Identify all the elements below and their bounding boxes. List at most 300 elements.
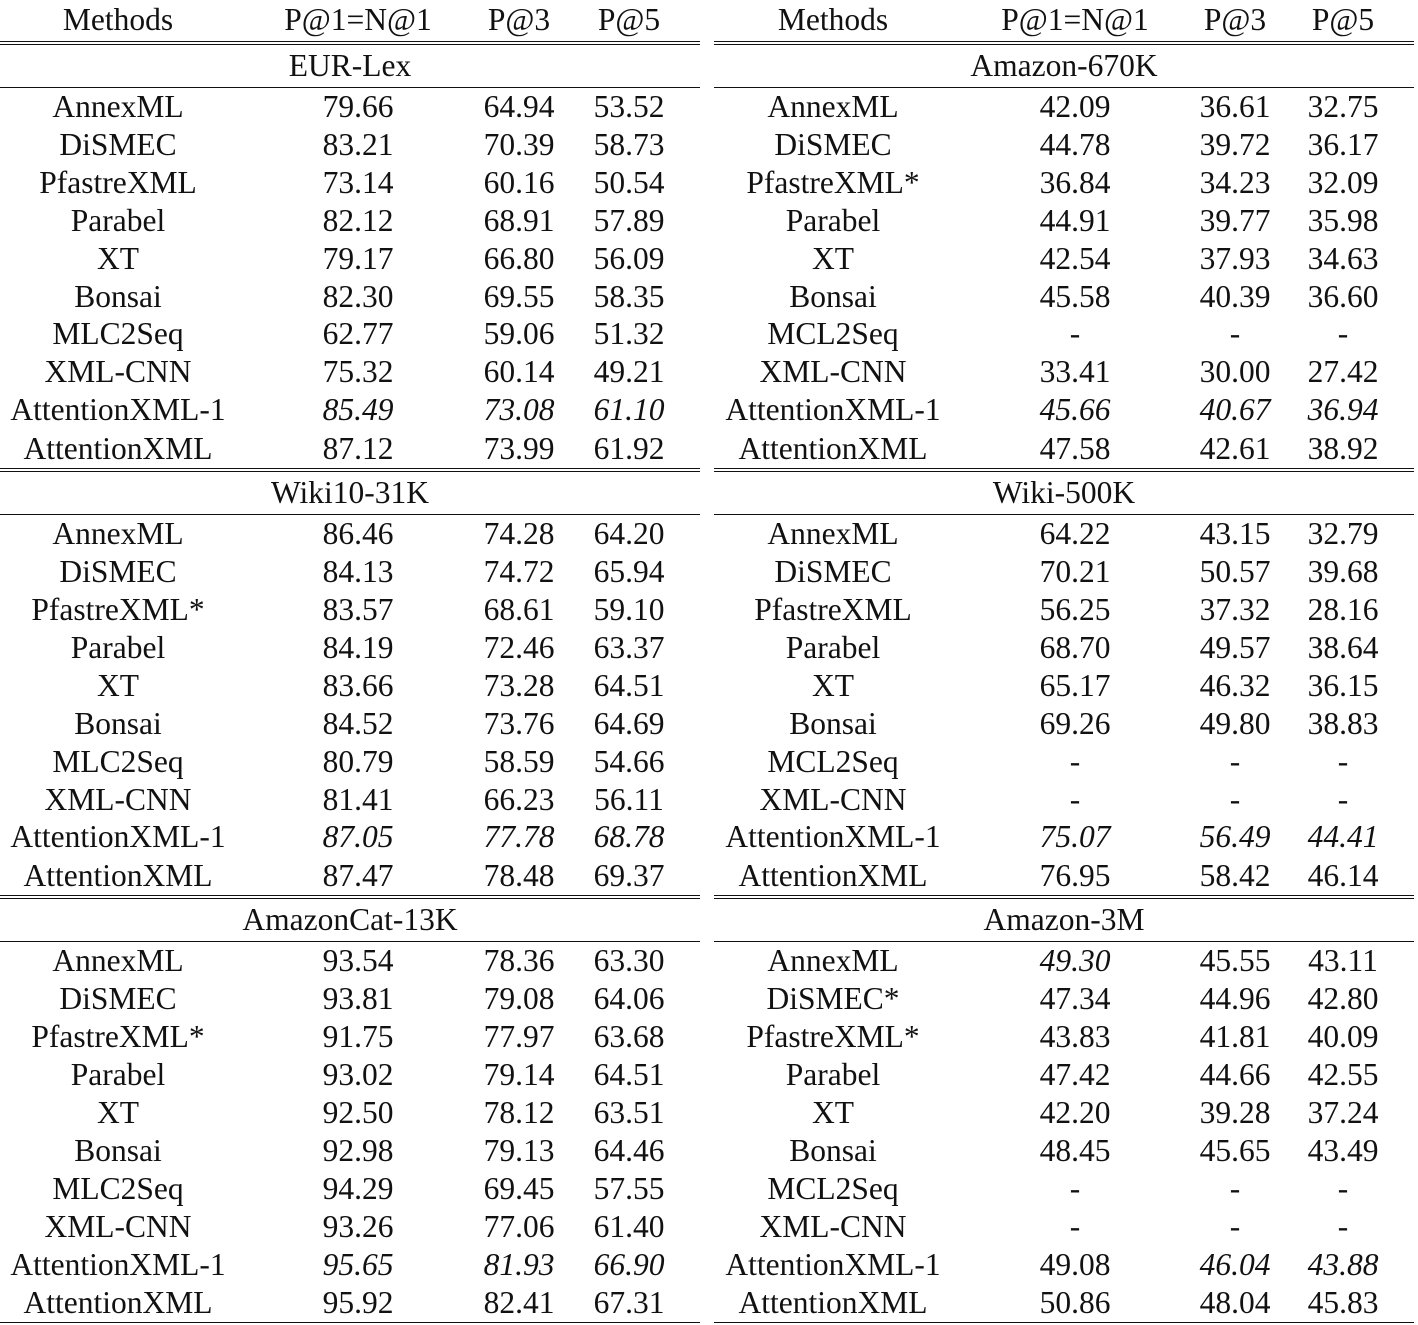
metric-p3-cell: 77.06 [483, 1208, 555, 1244]
method-name: AttentionXML-1 [10, 392, 226, 428]
method-name: XT [812, 667, 854, 703]
metric-p5-cell: 35.98 [1307, 202, 1379, 238]
metric-p5-cell: - [1337, 781, 1349, 817]
metric-p1-cell: 56.25 [1039, 591, 1111, 627]
metric-p1-cell: 82.30 [322, 278, 394, 314]
metric-p3-cell: - [1229, 743, 1241, 779]
metric-p3-cell: 44.66 [1199, 1057, 1271, 1093]
metric-p3-cell: 69.55 [483, 278, 555, 314]
metric-p3-cell: 39.72 [1199, 126, 1271, 162]
table-row [714, 88, 1414, 126]
table-row [714, 240, 1414, 278]
metric-p5-cell: 36.60 [1307, 278, 1379, 314]
table-row [0, 856, 700, 897]
metric-p3-cell: 41.81 [1199, 1019, 1271, 1055]
table-row [0, 429, 700, 470]
table-row [0, 1246, 700, 1284]
metric-p1-cell: 87.47 [236, 856, 480, 897]
method-name: DiSMEC* [766, 981, 900, 1017]
metric-p5-cell: 36.15 [1307, 667, 1379, 703]
metric-p1-cell: 87.12 [236, 429, 480, 470]
method-name: AttentionXML [0, 429, 236, 470]
method-name: PfastreXML [754, 591, 912, 627]
metric-p3-cell: 74.72 [483, 554, 555, 590]
table-row [714, 164, 1414, 202]
table-row [0, 743, 700, 781]
metric-p3-cell: 73.08 [483, 392, 555, 428]
table-row [0, 553, 700, 591]
metric-p1-cell: 93.54 [322, 943, 394, 979]
metric-p5-cell: 69.37 [558, 856, 700, 897]
method-name: AttentionXML-1 [725, 392, 941, 428]
dataset-section-row [0, 43, 700, 88]
table-row [714, 629, 1414, 667]
metric-p3-cell: 48.04 [1198, 1283, 1272, 1323]
metric-p3-cell: 39.28 [1199, 1094, 1271, 1130]
method-name: AttentionXML [714, 429, 952, 470]
metric-p1-cell: 42.20 [1039, 1094, 1111, 1130]
metric-p3-cell: 78.48 [480, 856, 558, 897]
table-row [0, 515, 700, 553]
metric-p1-cell: 47.42 [1039, 1057, 1111, 1093]
metric-p3-cell: 56.49 [1199, 819, 1271, 855]
metric-p3-cell: 60.16 [483, 164, 555, 200]
metric-p1-cell: 94.29 [322, 1170, 394, 1206]
method-name: Parabel [785, 1057, 881, 1093]
table-row [0, 1283, 700, 1323]
col-header-p1: P@1=N@1 [1001, 2, 1149, 37]
metric-p1-cell: 33.41 [1039, 354, 1111, 390]
metric-p5-cell: 63.37 [593, 629, 665, 665]
method-name: MLC2Seq [52, 743, 184, 779]
metric-p1-cell: - [1069, 1170, 1081, 1206]
method-name: XML-CNN [759, 1208, 907, 1244]
metric-p1-cell: 93.26 [322, 1208, 394, 1244]
col-header-p1: P@1=N@1 [284, 2, 432, 37]
metric-p1-cell: 91.75 [322, 1019, 394, 1055]
metric-p3-cell: 46.04 [1199, 1246, 1271, 1282]
metric-p3-cell: 34.23 [1199, 164, 1271, 200]
metric-p3-cell: 66.23 [483, 781, 555, 817]
table-row [714, 126, 1414, 164]
method-name: AttentionXML [714, 1283, 952, 1323]
metric-p1-cell: - [1069, 743, 1081, 779]
results-table-right [714, 1, 1414, 1323]
metric-p5-cell: 61.10 [593, 392, 665, 428]
method-name: PfastreXML* [31, 591, 205, 627]
metric-p3-cell: 60.14 [483, 354, 555, 390]
metric-p3-cell: 46.32 [1199, 667, 1271, 703]
metric-p3-cell: - [1229, 781, 1241, 817]
metric-p3-cell: 37.93 [1199, 240, 1271, 276]
method-name: XML-CNN [44, 354, 192, 390]
metric-p5-cell: 66.90 [593, 1246, 665, 1282]
metric-p5-cell: 40.09 [1307, 1019, 1379, 1055]
metric-p5-cell: 64.51 [593, 1057, 665, 1093]
metric-p5-cell: - [1337, 1208, 1349, 1244]
header-row [0, 1, 700, 43]
metric-p5-cell: 64.69 [593, 705, 665, 741]
dataset-section-row [0, 897, 700, 942]
metric-p1-cell: - [1069, 1208, 1081, 1244]
table-row [0, 1208, 700, 1246]
metric-p1-cell: 86.46 [322, 516, 394, 552]
metric-p1-cell: 65.17 [1039, 667, 1111, 703]
dataset-name: Wiki-500K [714, 470, 1414, 515]
metric-p1-cell: 95.92 [236, 1283, 480, 1323]
metric-p3-cell: 42.61 [1198, 429, 1272, 470]
method-name: AnnexML [767, 943, 899, 979]
table-row [714, 667, 1414, 705]
method-name: AnnexML [52, 516, 184, 552]
metric-p5-cell: 59.10 [593, 591, 665, 627]
metric-p5-cell: 44.41 [1307, 819, 1379, 855]
metric-p1-cell: 87.05 [322, 819, 394, 855]
metric-p1-cell: - [1069, 781, 1081, 817]
metric-p5-cell: 28.16 [1307, 591, 1379, 627]
table-row [714, 515, 1414, 553]
metric-p5-cell: 56.09 [593, 240, 665, 276]
metric-p5-cell: 53.52 [593, 89, 665, 124]
method-name: XT [97, 667, 139, 703]
table-row [714, 942, 1414, 980]
metric-p5-cell: 32.75 [1307, 89, 1379, 124]
method-name: DiSMEC [59, 981, 177, 1017]
method-name: AnnexML [767, 516, 899, 552]
method-name: Bonsai [789, 278, 877, 314]
method-name: Parabel [785, 202, 881, 238]
method-name: AttentionXML [714, 856, 952, 897]
method-name: AnnexML [52, 943, 184, 979]
table-row [0, 591, 700, 629]
metric-p5-cell: 46.14 [1272, 856, 1414, 897]
metric-p5-cell: 63.30 [593, 943, 665, 979]
metric-p1-cell: 83.57 [322, 591, 394, 627]
metric-p5-cell: 64.46 [593, 1132, 665, 1168]
table-row [714, 553, 1414, 591]
metric-p5-cell: 64.51 [593, 667, 665, 703]
table-row [0, 1132, 700, 1170]
metric-p1-cell: 84.13 [322, 554, 394, 590]
method-name: XT [97, 1094, 139, 1130]
method-name: AnnexML [767, 89, 899, 124]
metric-p5-cell: 42.55 [1307, 1057, 1379, 1093]
metric-p1-cell: 43.83 [1039, 1019, 1111, 1055]
table-row [714, 818, 1414, 856]
table-row [0, 164, 700, 202]
metric-p3-cell: - [1229, 316, 1241, 352]
table-row [714, 856, 1414, 897]
metric-p1-cell: 79.66 [322, 89, 394, 124]
table-row [714, 278, 1414, 316]
dataset-section-row [0, 470, 700, 515]
table-row [0, 88, 700, 126]
metric-p3-cell: 77.78 [483, 819, 555, 855]
table-row [0, 315, 700, 353]
metric-p5-cell: 50.54 [593, 164, 665, 200]
metric-p1-cell: 92.50 [322, 1094, 394, 1130]
table-row [714, 353, 1414, 391]
table-row [714, 1246, 1414, 1284]
metric-p3-cell: 36.61 [1199, 89, 1271, 124]
metric-p3-cell: 37.32 [1199, 591, 1271, 627]
dataset-name: Amazon-670K [714, 43, 1414, 88]
metric-p3-cell: 40.39 [1199, 278, 1271, 314]
dataset-section-row [714, 897, 1414, 942]
table-row [0, 240, 700, 278]
metric-p5-cell: 64.06 [593, 981, 665, 1017]
metric-p1-cell: 83.21 [322, 126, 394, 162]
method-name: AnnexML [52, 89, 184, 124]
metric-p5-cell: 38.64 [1307, 629, 1379, 665]
metric-p5-cell: 54.66 [593, 743, 665, 779]
metric-p3-cell: 73.76 [483, 705, 555, 741]
metric-p1-cell: 82.12 [322, 202, 394, 238]
table-row [0, 1170, 700, 1208]
metric-p3-cell: 72.46 [483, 629, 555, 665]
metric-p3-cell: 77.97 [483, 1019, 555, 1055]
metric-p3-cell: 66.80 [483, 240, 555, 276]
method-name: AttentionXML [0, 856, 236, 897]
metric-p5-cell: 45.83 [1272, 1283, 1414, 1323]
metric-p1-cell: 47.34 [1039, 981, 1111, 1017]
dataset-name: Amazon-3M [714, 897, 1414, 942]
table-row [0, 278, 700, 316]
metric-p5-cell: - [1337, 743, 1349, 779]
metric-p5-cell: 34.63 [1307, 240, 1379, 276]
metric-p3-cell: 43.15 [1199, 516, 1271, 552]
method-name: XML-CNN [759, 354, 907, 390]
table-row [714, 1094, 1414, 1132]
table-row [714, 429, 1414, 470]
table-row [714, 1056, 1414, 1094]
metric-p3-cell: 49.80 [1199, 705, 1271, 741]
metric-p1-cell: 68.70 [1039, 629, 1111, 665]
dataset-section-row [714, 470, 1414, 515]
metric-p5-cell: 58.73 [593, 126, 665, 162]
metric-p5-cell: 38.83 [1307, 705, 1379, 741]
method-name: MLC2Seq [52, 316, 184, 352]
metric-p1-cell: 81.41 [322, 781, 394, 817]
method-name: DiSMEC [774, 126, 892, 162]
method-name: Parabel [70, 202, 166, 238]
table-row [714, 1283, 1414, 1323]
metric-p3-cell: 59.06 [483, 316, 555, 352]
metric-p3-cell: 78.12 [483, 1094, 555, 1130]
table-row [714, 980, 1414, 1018]
metric-p3-cell: 73.99 [480, 429, 558, 470]
method-name: MCL2Seq [767, 1170, 899, 1206]
metric-p3-cell: - [1229, 1208, 1241, 1244]
metric-p3-cell: 81.93 [483, 1246, 555, 1282]
metric-p1-cell: 73.14 [322, 164, 394, 200]
metric-p5-cell: 43.11 [1308, 943, 1378, 979]
metric-p5-cell: 56.11 [594, 781, 664, 817]
metric-p5-cell: - [1337, 1170, 1349, 1206]
metric-p1-cell: 75.07 [1039, 819, 1111, 855]
metric-p1-cell: 42.54 [1039, 240, 1111, 276]
method-name: Bonsai [74, 1132, 162, 1168]
metric-p5-cell: 43.49 [1307, 1132, 1379, 1168]
method-name: XML-CNN [759, 781, 907, 817]
metric-p5-cell: 36.17 [1307, 126, 1379, 162]
metric-p1-cell: 62.77 [322, 316, 394, 352]
table-row [714, 315, 1414, 353]
metric-p5-cell: 27.42 [1307, 354, 1379, 390]
metric-p5-cell: - [1337, 316, 1349, 352]
metric-p1-cell: 93.81 [322, 981, 394, 1017]
metric-p1-cell: 75.32 [322, 354, 394, 390]
table-row [714, 1132, 1414, 1170]
method-name: PfastreXML* [746, 1019, 920, 1055]
col-header-methods: Methods [62, 2, 174, 37]
table-row [0, 980, 700, 1018]
metric-p5-cell: 67.31 [558, 1283, 700, 1323]
metric-p5-cell: 65.94 [593, 554, 665, 590]
metric-p5-cell: 42.80 [1307, 981, 1379, 1017]
metric-p1-cell: 79.17 [322, 240, 394, 276]
dataset-name: Wiki10-31K [0, 470, 700, 515]
metric-p3-cell: 50.57 [1199, 554, 1271, 590]
metric-p1-cell: 44.91 [1039, 202, 1111, 238]
table-row [0, 942, 700, 980]
method-name: Bonsai [789, 1132, 877, 1168]
metric-p1-cell: 85.49 [322, 392, 394, 428]
table-row [0, 629, 700, 667]
metric-p5-cell: 61.40 [593, 1208, 665, 1244]
metric-p3-cell: 74.28 [483, 516, 555, 552]
metric-p5-cell: 36.94 [1307, 392, 1379, 428]
method-name: AttentionXML-1 [725, 1246, 941, 1282]
method-name: PfastreXML* [746, 164, 920, 200]
table-row [714, 1208, 1414, 1246]
table-row [0, 126, 700, 164]
metric-p5-cell: 57.89 [593, 202, 665, 238]
dataset-name: EUR-Lex [0, 43, 700, 88]
table-row [0, 705, 700, 743]
metric-p3-cell: 45.55 [1199, 943, 1271, 979]
table-row [714, 391, 1414, 429]
metric-p3-cell: 69.45 [483, 1170, 555, 1206]
metric-p1-cell: 45.66 [1039, 392, 1111, 428]
table-row [714, 591, 1414, 629]
method-name: Parabel [785, 629, 881, 665]
method-name: MCL2Seq [767, 743, 899, 779]
method-name: DiSMEC [774, 554, 892, 590]
col-header-methods: Methods [777, 2, 889, 37]
table-row [0, 391, 700, 429]
table-row [714, 743, 1414, 781]
table-row [0, 1056, 700, 1094]
metric-p1-cell: 44.78 [1039, 126, 1111, 162]
table-row [0, 818, 700, 856]
metric-p5-cell: 32.09 [1307, 164, 1379, 200]
metric-p3-cell: 79.08 [483, 981, 555, 1017]
metric-p1-cell: 49.30 [1039, 943, 1111, 979]
method-name: AttentionXML-1 [10, 819, 226, 855]
method-name: AttentionXML [0, 1283, 236, 1323]
metric-p1-cell: 47.58 [952, 429, 1198, 470]
metric-p1-cell: 64.22 [1039, 516, 1111, 552]
dataset-section-row [714, 43, 1414, 88]
col-header-p5: P@5 [597, 2, 661, 37]
metric-p1-cell: 36.84 [1039, 164, 1111, 200]
method-name: DiSMEC [59, 554, 177, 590]
method-name: MCL2Seq [767, 316, 899, 352]
method-name: PfastreXML [39, 164, 197, 200]
metric-p3-cell: 79.13 [483, 1132, 555, 1168]
results-table-left [0, 1, 700, 1323]
metric-p3-cell: 68.91 [483, 202, 555, 238]
table-row [0, 353, 700, 391]
col-header-p3: P@3 [487, 2, 551, 37]
metric-p3-cell: 45.65 [1199, 1132, 1271, 1168]
method-name: XML-CNN [44, 1208, 192, 1244]
method-name: XT [812, 240, 854, 276]
metric-p1-cell: 49.08 [1039, 1246, 1111, 1282]
method-name: Parabel [70, 629, 166, 665]
metric-p3-cell: 40.67 [1199, 392, 1271, 428]
metric-p5-cell: 37.24 [1307, 1094, 1379, 1130]
metric-p1-cell: 95.65 [322, 1246, 394, 1282]
metric-p5-cell: 51.32 [593, 316, 665, 352]
metric-p3-cell: 70.39 [483, 126, 555, 162]
metric-p5-cell: 58.35 [593, 278, 665, 314]
metric-p5-cell: 61.92 [558, 429, 700, 470]
table-row [714, 1018, 1414, 1056]
method-name: PfastreXML* [31, 1019, 205, 1055]
metric-p1-cell: 42.09 [1039, 89, 1111, 124]
metric-p3-cell: 64.94 [483, 89, 555, 124]
method-name: AttentionXML-1 [725, 819, 941, 855]
metric-p3-cell: 58.59 [483, 743, 555, 779]
metric-p1-cell: 45.58 [1039, 278, 1111, 314]
table-row [714, 705, 1414, 743]
col-header-p3: P@3 [1203, 2, 1267, 37]
table-row [0, 781, 700, 819]
dataset-name: AmazonCat-13K [0, 897, 700, 942]
table-row [0, 667, 700, 705]
metric-p5-cell: 63.68 [593, 1019, 665, 1055]
method-name: Parabel [70, 1057, 166, 1093]
method-name: AttentionXML-1 [10, 1246, 226, 1282]
metric-p1-cell: 84.19 [322, 629, 394, 665]
metric-p1-cell: 76.95 [952, 856, 1198, 897]
table-row [0, 202, 700, 240]
method-name: XT [97, 240, 139, 276]
metric-p3-cell: 79.14 [483, 1057, 555, 1093]
table-row [0, 1018, 700, 1056]
metric-p5-cell: 49.21 [593, 354, 665, 390]
method-name: DiSMEC [59, 126, 177, 162]
method-name: Bonsai [789, 705, 877, 741]
metric-p5-cell: 64.20 [593, 516, 665, 552]
metric-p1-cell: 92.98 [322, 1132, 394, 1168]
metric-p5-cell: 32.79 [1307, 516, 1379, 552]
metric-p5-cell: 38.92 [1272, 429, 1414, 470]
method-name: Bonsai [74, 705, 162, 741]
metric-p3-cell: 49.57 [1199, 629, 1271, 665]
table-row [0, 1094, 700, 1132]
metric-p3-cell: 73.28 [483, 667, 555, 703]
metric-p1-cell: 84.52 [322, 705, 394, 741]
metric-p1-cell: 80.79 [322, 743, 394, 779]
metric-p1-cell: 70.21 [1039, 554, 1111, 590]
metric-p3-cell: 58.42 [1198, 856, 1272, 897]
method-name: MLC2Seq [52, 1170, 184, 1206]
metric-p3-cell: 39.77 [1199, 202, 1271, 238]
method-name: Bonsai [74, 278, 162, 314]
